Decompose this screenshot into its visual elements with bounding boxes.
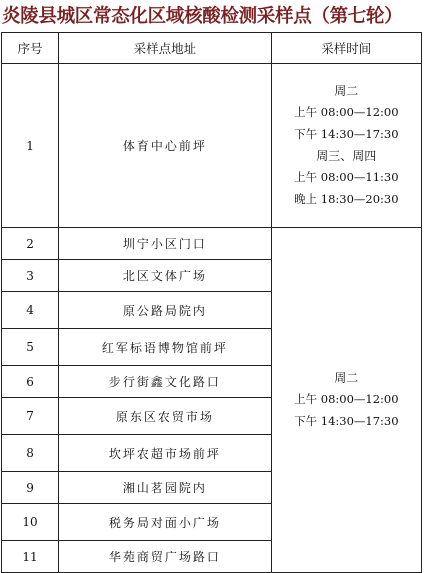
table-row <box>2 228 422 260</box>
schedule-line: 上午 08:00—12:00 <box>294 392 399 407</box>
schedule-line: 晚上 18:30—20:30 <box>294 191 399 206</box>
row-location: 原公路局院内 <box>59 292 272 329</box>
schedule-block-2 <box>272 368 421 433</box>
row-no: 1 <box>2 64 59 228</box>
page-title: 炎陵县城区常态化区域核酸检测采样点（第七轮） <box>2 6 403 27</box>
row-location: 坎坪农超市场前坪 <box>59 435 272 472</box>
row-no: 4 <box>2 292 59 329</box>
schedule-day: 周三、周四 <box>316 148 377 163</box>
row-no: 5 <box>2 329 59 366</box>
row-location: 体育中心前坪 <box>59 64 272 228</box>
row-time <box>271 228 421 573</box>
schedule-line: 下午 14:30—17:30 <box>294 413 399 428</box>
sampling-sites-table <box>1 32 422 573</box>
row-location: 湘山茗园院内 <box>59 472 272 504</box>
schedule-line: 上午 08:00—11:30 <box>294 170 399 185</box>
row-no: 11 <box>2 541 59 573</box>
schedule-day: 周二 <box>334 83 359 98</box>
row-no: 10 <box>2 504 59 541</box>
row-location: 圳宁小区门口 <box>59 228 272 260</box>
row-no: 2 <box>2 228 59 260</box>
row-location: 税务局对面小广场 <box>59 504 272 541</box>
row-no: 9 <box>2 472 59 504</box>
table-header-row <box>2 33 422 64</box>
header-location: 采样点地址 <box>59 33 272 64</box>
schedule-line: 下午 14:30—17:30 <box>294 126 399 141</box>
header-no: 序号 <box>2 33 59 64</box>
row-time <box>271 64 421 228</box>
table-row <box>2 64 422 228</box>
row-location: 红军标语博物馆前坪 <box>59 329 272 366</box>
schedule-block-1 <box>272 81 421 211</box>
header-time: 采样时间 <box>271 33 421 64</box>
row-no: 7 <box>2 398 59 435</box>
row-location: 北区文体广场 <box>59 260 272 292</box>
row-location: 原东区农贸市场 <box>59 398 272 435</box>
row-location: 步行街鑫文化路口 <box>59 366 272 398</box>
row-no: 8 <box>2 435 59 472</box>
row-no: 6 <box>2 366 59 398</box>
row-no: 3 <box>2 260 59 292</box>
schedule-day: 周二 <box>334 370 359 385</box>
schedule-line: 上午 08:00—12:00 <box>294 105 399 120</box>
row-location: 华苑商贸广场路口 <box>59 541 272 573</box>
